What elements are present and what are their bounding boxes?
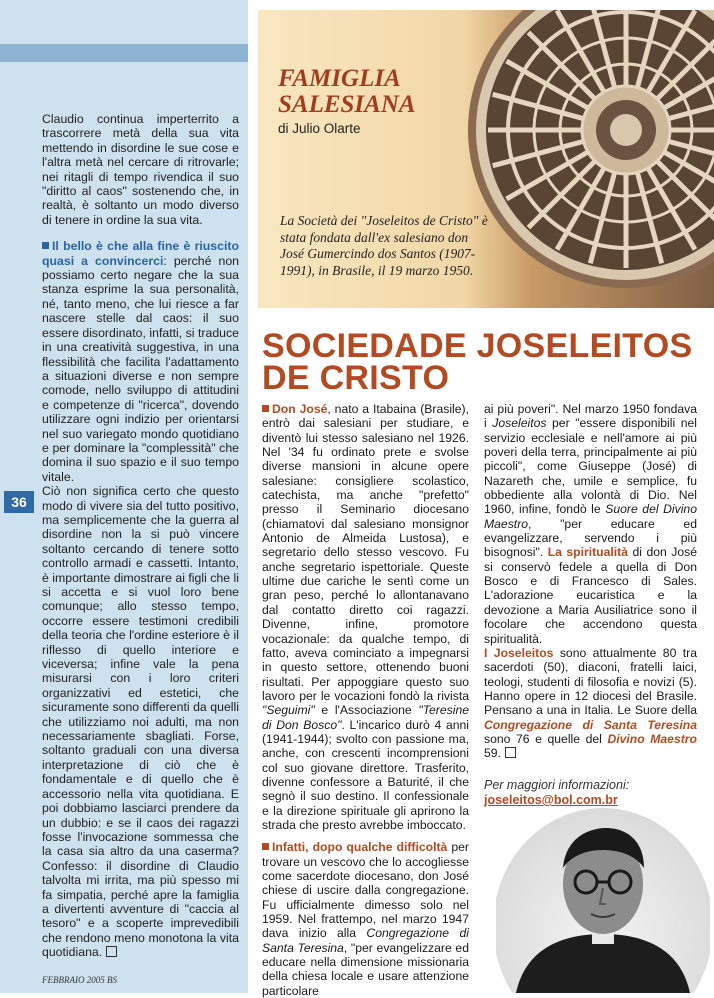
article-paragraph-1	[262, 402, 469, 832]
left-paragraph-2	[42, 239, 239, 484]
paragraph-text: , "per evangelizzare ed educare nella dimensione missionaria della chiesa locale e usare attenzione particolare	[262, 940, 469, 998]
section-title	[278, 66, 416, 118]
paragraph-text: di don José si conservò fedele a quella di Don Bosco e di Francesco di Sales. L'adorazione eucaristica e la devozione a Maria Ausiliatrice sono il focolare che accendono questa spiritualità.	[484, 545, 697, 646]
article-title	[262, 327, 693, 397]
portrait-photo	[496, 806, 710, 993]
divino-maestro-name: Divino Maestro	[607, 731, 697, 746]
suore-name: Suore del Divino Maestro	[484, 502, 697, 531]
congregation-name: Congregazione di Santa Teresina	[484, 717, 697, 732]
left-top-band	[0, 44, 248, 62]
bullet-square-icon	[262, 405, 269, 412]
paragraph-text: sono attualmente 80 tra sacerdoti (50), diaconi, fratelli laici, teologi, studenti di filosofia e novizi (5). Hanno opere in 12 diocesi del Brasile. Pensano a una in Italia. Le Suore della	[484, 645, 697, 718]
article-paragraph-3	[484, 402, 697, 646]
paragraph-text: . L'incarico durò 4 anni (1941-1944); svolto con passione ma, anche, con crescenti incomprensioni col suo giovane direttore. Trasferito, divenne confessore a Baturité, il che segnò il suo destino. Il confessionale e la direzione spirituale gli aprirono la strada che presto avrebbe imboccato.	[262, 717, 469, 832]
paragraph-text: , nato a Itabaina (Brasile), entrò dai salesiani per studiare, e diventò lui stesso salesiano nel 1926. Nel '34 fu ordinato prete e svolse diverse mansioni in alcune opere salesiane: consigliere scolastico, catechista, ma anche "prefetto" presso il Seminario diocesano (chiamatovi dal salesiano monsignor Antonio de Almeida Lustosa), e segretario dello stesso vescovo. Fu anche segretario ispettoriale. Queste ultime due cariche le sentì come un gran peso, perché lo allontanavano dal contatto diretto coi ragazzi. Divenne, infine, promotore vocazionale: da qualche tempo, di fatto, aveva cominciato a impegnarsi in questo settore, ottenendo buoni risultati. Per appoggiare questo suo lavoro per le vocazioni fondò la rivista	[262, 402, 469, 703]
left-paragraph-2-lead: Il bello è che alla fine è riuscito quasi a convincerci	[42, 239, 239, 268]
left-article-text	[42, 112, 239, 960]
info-email-link[interactable]: joseleitos@bol.com.br	[484, 793, 618, 807]
article-paragraph-2	[262, 840, 469, 998]
paragraph-text: per "essere disponibili nel servizio ecclesiale e nell'amore ai più poveri della terra, principalmente ai più piccoli", come Giuseppe (José) di Nazareth che, umile e semplice, fu obbediente alla volontà di Dio. Nel 1960, infine, fondò le	[484, 416, 697, 517]
paragraph-lead: Infatti, dopo qualche difficoltà	[272, 840, 448, 855]
association-name: "Teresine di Don Bosco"	[262, 703, 469, 732]
paragraph-text: ai più poveri". Nel marzo 1950 fondava i	[484, 402, 697, 431]
more-info	[484, 778, 697, 808]
end-mark-icon	[106, 946, 117, 957]
paragraph-lead: Don José	[272, 402, 328, 416]
section-title-line-2: SALESIANA	[278, 91, 416, 118]
paragraph-text: per trovare un vescovo che lo accogliesse come sacerdote diocesano, don José chiese di uscire dalla congregazione. Fu ufficialmente dimesso solo nel 1959. Nel frattempo, nel marzo 1947 dava inizio alla	[262, 840, 469, 941]
paragraph-text: e l'Associazione	[314, 703, 419, 718]
bullet-square-icon	[42, 242, 49, 249]
rose-window-image	[466, 10, 714, 300]
bullet-square-icon	[262, 843, 269, 850]
paragraph-lead: La spiritualità	[547, 545, 629, 560]
section-title-line-1: FAMIGLIA	[278, 65, 401, 92]
end-mark-icon	[505, 747, 516, 758]
joseleitos-name: Joseleitos	[492, 416, 547, 431]
page-number: 36	[4, 491, 34, 513]
paragraph-text: , "per educare ed evangelizzare, servendo i più bisognosi".	[484, 516, 697, 560]
page-footer: FEBBRAIO 2005 BS	[42, 975, 117, 985]
article-title-line-1: SOCIEDADE JOSELEITOS	[262, 327, 693, 365]
left-paragraph-2-rest: : perché non possiamo certo negare che la sua stanza esprime la sua personalità, né, tanto meno, che lui riesce a far nascere stelle dal caos: il suo essere disordinato, infatti, si traduce in una creatività suggestiva, in una flessibilità che facilita l'adattamento a situazioni diverse e non sempre comode, nello sviluppo di attitudini e competenze di "ricerca", dovendo utilizzare ogni indizio per orientarsi nel suo variegato mondo quotidiano e per dominare la "complessità" che domina il suo spazio e il suo tempo vitale.	[42, 253, 239, 484]
info-label: Per maggiori informazioni:	[484, 778, 630, 792]
article-title-line-2: DE CRISTO	[262, 359, 450, 397]
left-paragraph-3	[42, 484, 239, 959]
article-column-2	[484, 402, 697, 761]
left-paragraph-1: Claudio continua imperterrito a trascorrere metà della sua vita mettendo in disordine le sue cose e l'altra metà nel cercare di ritrovarle; nei ritagli di tempo rivendica il suo "diritto al caos" sostenendo che, in realtà, è soltanto un modo diverso di tenere in ordine la sua vita.	[42, 112, 239, 227]
article-paragraph-4	[484, 646, 697, 761]
article-column-1	[262, 402, 469, 998]
magazine-name: "Seguimi"	[262, 703, 315, 718]
congregation-name: Congregazione di Santa Teresina	[262, 926, 469, 955]
left-paragraph-3-text: Ciò non significa certo che questo modo di vivere sia del tutto positivo, ma semplicemente che la guerra al disordine non la si può vincere soltanto cercando di tenere sotto controllo armadi e cassetti. Intanto, è importante dimostrare ai figli che li si accetta e si vuol loro bene comunque; allo stesso tempo, occorre essere testimoni credibili della teoria che l'ordine esteriore è il riflesso di quello interiore e viceversa; infine vale la pena misurarsi con i loro criteri organizzativi ed estetici, che sicuramente sono differenti da quelli che utilizziamo noi adulti, ma non necessariamente sbagliati. Forse, soltanto graduali con una diversa interpretazione di ciò che è fondamentale e di quello che è accessorio nella vita quotidiana. E poi dobbiamo lasciarci prendere da un dubbio: e se il caos dei ragazzi fosse l'invocazione sommessa che la casa sia altro da una caserma? Confesso: il disordine di Claudio talvolta mi irrita, ma più spesso mi fa simpatia, perché apre la famiglia a divertenti avventure di "caccia al tesoro" e a scoperte imprevedibili che rendono meno monotona la vita quotidiana.	[42, 484, 239, 960]
header-caption: La Società dei "Joseleitos de Cristo" è stata fondata dall'ex salesiano don José Gumercindo dos Santos (1907-1991), in Brasile, il 19 marzo 1950.	[280, 213, 488, 278]
paragraph-text: sono 76 e quelle del	[484, 731, 608, 746]
paragraph-lead: I Joseleitos	[484, 645, 554, 660]
paragraph-text: 59.	[484, 746, 501, 761]
author-byline: di Julio Olarte	[278, 121, 361, 136]
